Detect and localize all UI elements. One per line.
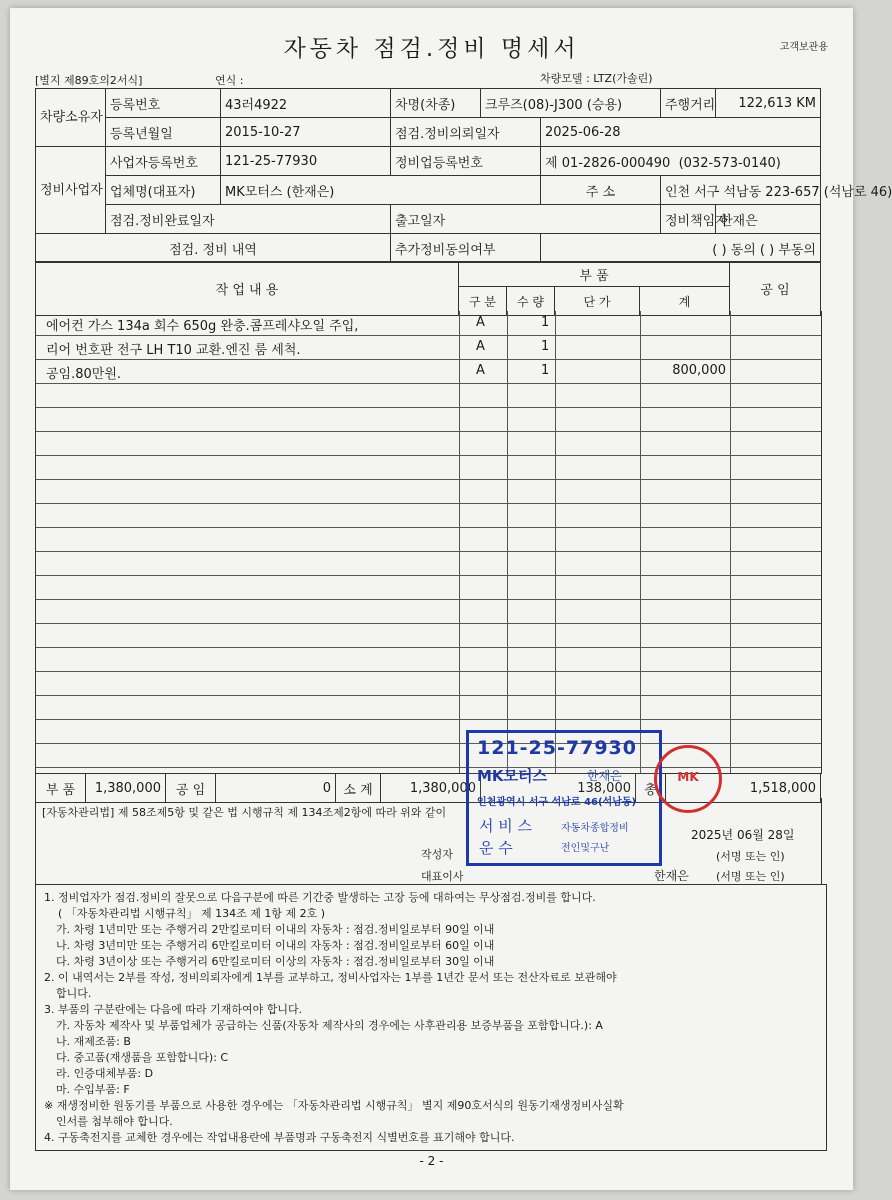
subtotal-value: 1,380,000	[381, 774, 481, 803]
item-type: A	[476, 339, 485, 354]
company-seal	[654, 745, 722, 813]
consent-value: ( ) 동의 ( ) 부동의	[541, 234, 821, 263]
table-row	[36, 719, 821, 744]
owner-section-label: 차량소유자	[36, 89, 106, 147]
col-qty: 수 량	[507, 287, 555, 316]
table-row	[36, 335, 821, 360]
item-type: A	[476, 315, 485, 330]
stamp-line-2: 운 수	[479, 839, 513, 857]
ceo-label: 대표이사	[421, 870, 464, 883]
stamp-name: MK모터스	[477, 767, 548, 785]
item-qty: 1	[541, 315, 550, 330]
table-row	[36, 551, 821, 576]
subtotal-label: 소 계	[336, 774, 381, 803]
address-value: 인천 서구 석남동 223-657 (석남로 46)	[661, 176, 821, 205]
sign-note-2: (서명 또는 인)	[716, 870, 785, 883]
seal-text: MK	[677, 770, 699, 784]
table-row	[36, 479, 821, 504]
shop-reg-cell	[541, 147, 821, 176]
table-row	[36, 503, 821, 528]
grand-total-value: 1,518,000	[666, 774, 821, 803]
table-row	[36, 455, 821, 480]
work-section-label: 점검. 정비 내역	[36, 234, 391, 263]
out-date-label: 출고일자	[391, 205, 661, 234]
total-labor-label: 공 임	[166, 774, 216, 803]
stamp-biz-no: 121-25-77930	[477, 737, 637, 759]
copy-label: 고객보관용	[779, 42, 828, 53]
shop-phone: (032-573-0140)	[678, 155, 781, 171]
stamp-ceo: 한재은	[587, 769, 622, 783]
vat-value: 138,000	[481, 774, 636, 803]
biz-no-label: 사업자등록번호	[106, 147, 221, 176]
parts-header: 부 품	[459, 262, 730, 287]
mileage-value: 122,613 KM	[716, 89, 821, 118]
labor-header: 공 임	[730, 262, 821, 316]
note-line: 라. 인증대체부품: D	[56, 1067, 154, 1080]
table-row	[36, 527, 821, 552]
note-line: 2. 이 내역서는 2부를 작성, 정비의뢰자에게 1부를 교부하고, 정비사업자는 1부를 1년간 문서 또는 전산자료로 보관해야	[44, 971, 617, 984]
grand-total-label: 총	[636, 774, 666, 803]
form-number: [별지 제89호의2서식]	[35, 74, 143, 87]
table-row	[36, 695, 821, 720]
note-line: 1. 정비업자가 점검.정비의 잘못으로 다음구분에 따른 기간중 발생하는 고장 등에 대하여는 무상점검.정비를 합니다.	[44, 891, 596, 904]
business-stamp	[466, 730, 662, 866]
table-row	[36, 671, 821, 696]
table-row	[36, 359, 821, 384]
item-type: A	[476, 363, 485, 378]
manager-label: 정비책임자	[661, 205, 716, 234]
manager-value: 한재은	[716, 205, 821, 234]
biz-no-value: 121-25-77930	[221, 147, 391, 176]
note-line: 다. 차령 3년이상 또는 주행거리 6만킬로미터 이상의 자동차 : 점검.정비일로부터 30일 이내	[56, 955, 495, 968]
table-row	[36, 575, 821, 600]
table-row	[36, 407, 821, 432]
item-desc: 공임.80만원.	[46, 367, 122, 382]
sign-note-1: (서명 또는 인)	[716, 850, 785, 863]
table-row	[36, 383, 821, 408]
table-row	[36, 311, 821, 336]
note-line: 다. 중고품(재생품을 포함합니다): C	[56, 1051, 229, 1064]
total-parts-value: 1,380,000	[86, 774, 166, 803]
consent-label: 추가정비동의여부	[391, 234, 541, 263]
col-type: 구 분	[459, 287, 507, 316]
item-qty: 1	[541, 363, 550, 378]
legal-block	[35, 798, 822, 885]
shop-reg-label: 정비업등록번호	[391, 147, 541, 176]
shop-reg-value: 제 01-2826-000490	[545, 155, 671, 171]
reg-no-label: 등록번호	[106, 89, 221, 118]
document-title: 자동차 점검.정비 명세서	[283, 36, 580, 62]
year-label: 연식 :	[215, 74, 244, 87]
writer-label: 작성자	[421, 848, 453, 861]
request-date-label: 점검.정비의뢰일자	[391, 118, 541, 147]
total-parts-label: 부 품	[36, 774, 86, 803]
note-line: 인서를 첨부해야 합니다.	[56, 1115, 173, 1128]
notes-box	[35, 884, 827, 1151]
note-line: ( 「자동차관리법 시행규칙」 제 134조 제 1항 제 2호 )	[58, 907, 326, 920]
item-total: 800,000	[672, 363, 726, 378]
reg-no-value: 43러4922	[221, 89, 391, 118]
stamp-line-1: 서 비 스	[479, 817, 533, 835]
legal-text: [자동차관리법] 제 58조제5항 및 같은 법 시행규칙 제 134조제2항에 따라 위와 같이	[42, 806, 447, 819]
note-line: 나. 재제조품: B	[56, 1035, 131, 1048]
note-line: 가. 자동차 제작사 및 부품업체가 공급하는 신품(자동차 제작사의 경우에는 사후관리용 보증부품을 포함합니다.): A	[56, 1019, 603, 1032]
content-header: 작 업 내 용	[36, 262, 459, 316]
page-number: - 2 -	[419, 1154, 444, 1168]
work-header	[35, 261, 821, 316]
request-date-value: 2025-06-28	[541, 118, 821, 147]
table-row	[36, 647, 821, 672]
total-labor-value: 0	[216, 774, 336, 803]
col-price: 단 가	[555, 287, 640, 316]
col-total: 계	[640, 287, 730, 316]
address-label: 주 소	[541, 176, 661, 205]
note-line: 합니다.	[56, 987, 92, 1000]
sign-date: 2025년 06월 28일	[691, 828, 795, 842]
model-label: 차량모델 : LTZ(가솔린)	[540, 72, 653, 85]
item-desc: 리어 번호판 전구 LH T10 교환.엔진 룸 세척.	[46, 343, 301, 358]
ceo-name: 한재은	[654, 869, 689, 883]
note-line: 4. 구동축전지를 교체한 경우에는 작업내용란에 부품명과 구동축전지 식별번호를 표기해야 합니다.	[44, 1131, 515, 1144]
shop-name-value: MK모터스 (한재은)	[221, 176, 541, 205]
note-line: 가. 차령 1년미만 또는 주행거리 2만킬로미터 이내의 자동차 : 점검.정비일로부터 90일 이내	[56, 923, 495, 936]
table-row	[36, 431, 821, 456]
car-name-value: 크루즈(08)-J300 (승용)	[481, 89, 661, 118]
reg-date-value: 2015-10-27	[221, 118, 391, 147]
note-line: 3. 부품의 구분란에는 다음에 따라 기재하여야 합니다.	[44, 1003, 303, 1016]
note-line: 마. 수입부품: F	[56, 1083, 130, 1096]
item-qty: 1	[541, 339, 550, 354]
item-desc: 에어컨 가스 134a 회수 650g 완충.콤프레샤오일 주입,	[46, 319, 359, 334]
car-name-label: 차명(차종)	[391, 89, 481, 118]
note-line: 나. 차령 3년미만 또는 주행거리 6만킬로미터 이내의 자동차 : 점검.정비일로부터 60일 이내	[56, 939, 495, 952]
form-sheet	[10, 8, 892, 1190]
done-date-label: 점검.정비완료일자	[106, 205, 391, 234]
shop-section-label: 정비사업자	[36, 147, 106, 234]
shop-name-label: 업체명(대표자)	[106, 176, 221, 205]
table-row	[36, 599, 821, 624]
stamp-line-2b: 전인및구난	[561, 843, 610, 854]
stamp-line-1b: 자동차종합정비	[561, 823, 629, 834]
note-line: ※ 재생정비한 원동기를 부품으로 사용한 경우에는 「자동차관리법 시행규칙」 별지 제90호서식의 원동기재생정비사실확	[44, 1099, 624, 1112]
stamp-address: 인천광역시 서구 석남로 46(석남동)	[477, 797, 637, 808]
reg-date-label: 등록년월일	[106, 118, 221, 147]
work-rows-area	[35, 311, 822, 774]
info-table	[35, 88, 892, 263]
mileage-label: 주행거리	[661, 89, 716, 118]
table-row	[36, 623, 821, 648]
